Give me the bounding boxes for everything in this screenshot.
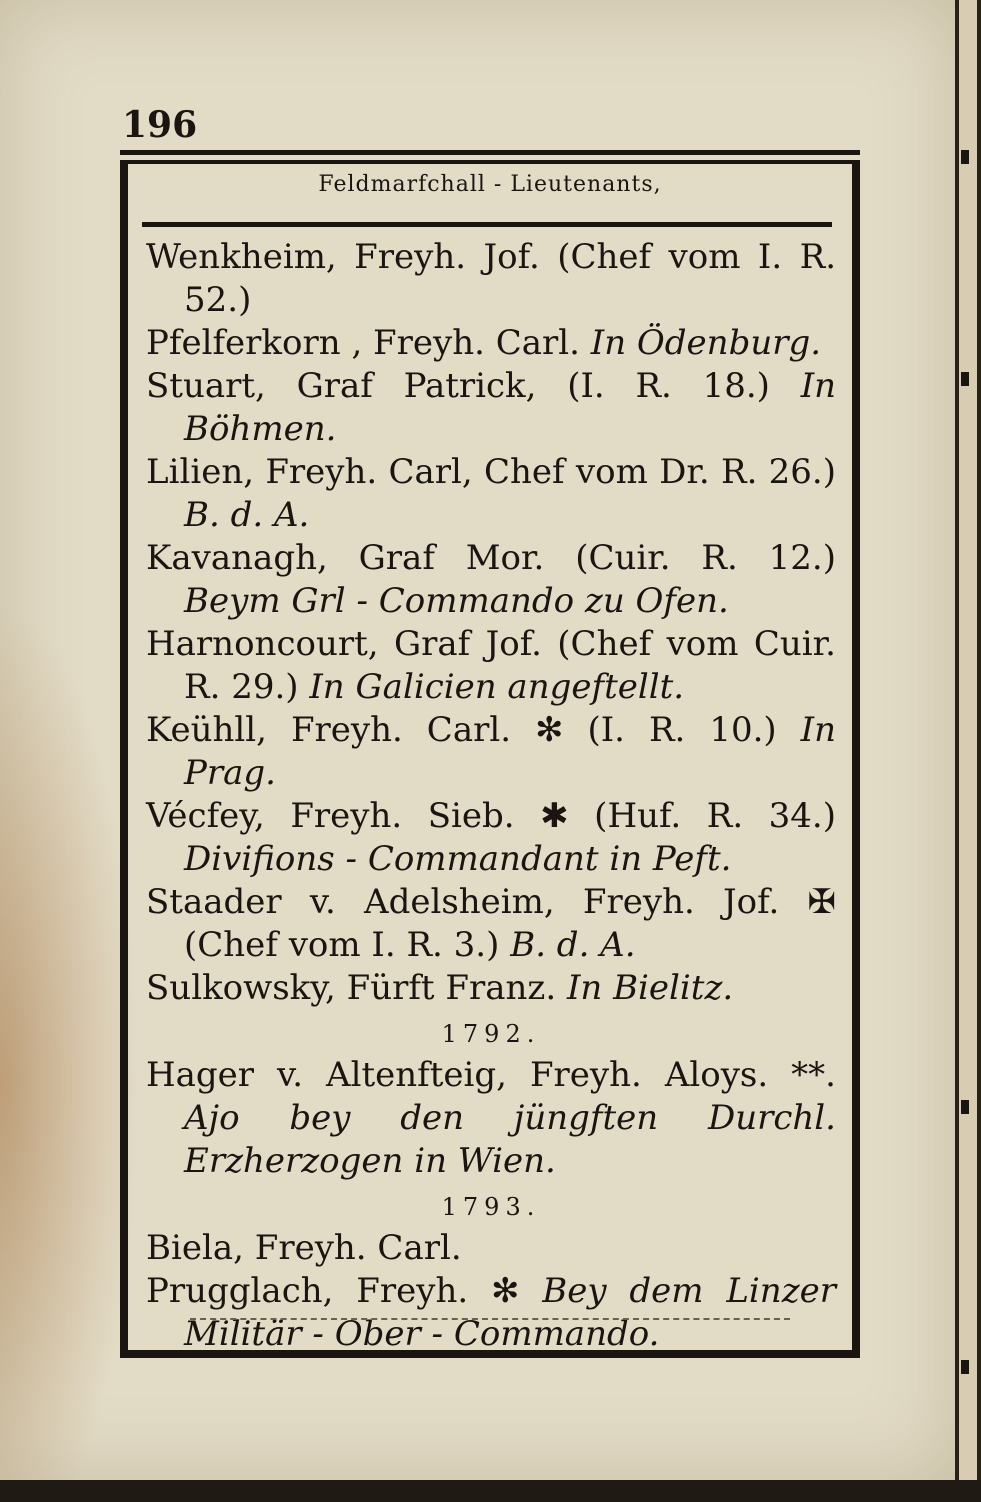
entry-note: Ajo bey den jüngften Durchl. Erzherzogen in Wien. (184, 1098, 836, 1181)
entry-text: Biela, Freyh. Carl. (146, 1228, 462, 1268)
entry-text: Vécfey, Freyh. Sieb. ✱ (Huf. R. 34.) (146, 796, 836, 836)
entry (146, 881, 836, 967)
entry-text: Wenkheim, Freyh. Jof. (Chef vom I. R. 52.) (146, 237, 836, 320)
entry-note: B. d. A. (510, 925, 636, 965)
edge-mark (961, 372, 969, 386)
entry (146, 1054, 836, 1183)
entry (146, 537, 836, 623)
top-rule (120, 150, 860, 155)
entry-text: Lilien, Freyh. Carl, Chef vom Dr. R. 26.) (146, 452, 836, 492)
next-page-strip (959, 0, 977, 1502)
bottom-dashed-rule (190, 1318, 790, 1320)
section-title: Feldmarfchall - Lieutenants, (318, 172, 662, 197)
next-page-edge (955, 0, 981, 1502)
entry-list (146, 236, 836, 1356)
bottom-edge (0, 1480, 981, 1502)
entry-note: In Bielitz. (566, 968, 734, 1008)
entry-text: Prugglach, Freyh. ✻ (146, 1271, 520, 1311)
edge-mark (961, 1100, 969, 1114)
entry-note: Beym Grl - Commando zu Ofen. (184, 581, 729, 621)
entry-text: Harnoncourt, Graf Jof. (Chef vom Cuir. R. 29.) (146, 624, 836, 707)
entry-note: In Böhmen. (184, 366, 837, 449)
entry-note: Divifions - Commandant in Peft. (184, 839, 732, 879)
entry (146, 709, 836, 795)
entry-note: B. d. A. (184, 495, 310, 535)
entry (146, 365, 836, 451)
entry (146, 451, 836, 537)
entry-text: Stuart, Graf Patrick, (I. R. 18.) (146, 366, 770, 406)
entry-note: In Prag. (184, 710, 836, 793)
entry (146, 236, 836, 322)
header-rule (142, 222, 832, 227)
entry-text: Sulkowsky, Fürft Franz. (146, 968, 557, 1008)
entry-text: Keühll, Freyh. Carl. ✻ (I. R. 10.) (146, 710, 777, 750)
entry-text: Kavanagh, Graf Mor. (Cuir. R. 12.) (146, 538, 836, 578)
entry (146, 795, 836, 881)
entry (146, 1270, 836, 1356)
entry (146, 322, 836, 365)
entry-text: Staader v. Adelsheim, Freyh. Jof. ✠ (Chef vom I. R. 3.) (146, 882, 836, 965)
entry-note: In Galicien angeftellt. (309, 667, 685, 707)
entry-text: Pfelferkorn , Freyh. Carl. (146, 323, 580, 363)
edge-mark (961, 150, 969, 164)
year-heading: 1793. (441, 1193, 541, 1221)
entry-note: Bey dem Linzer Militär - Ober - Commando. (184, 1271, 836, 1354)
edge-mark (961, 1360, 969, 1374)
year-heading: 1792. (441, 1020, 541, 1048)
entry (146, 967, 836, 1010)
age-stain (0, 600, 140, 1480)
page-number: 196 (122, 104, 198, 146)
entry (146, 623, 836, 709)
entry-text: Hager v. Altenfteig, Freyh. Aloys. **. (146, 1055, 836, 1095)
entry (146, 1227, 836, 1270)
entry-note: In Ödenburg. (590, 323, 822, 363)
